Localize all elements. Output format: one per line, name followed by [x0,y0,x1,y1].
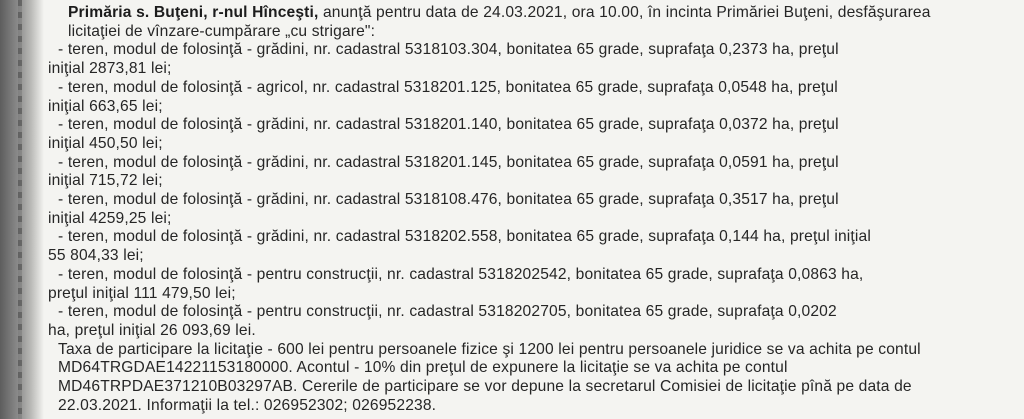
lot-description: - teren, modul de folosinţă - grădini, nr. cadastral 5318201.145, bonitatea 65 grade, suprafaţa 0,0591 ha, preţul [58,153,839,171]
lot-description: - teren, modul de folosinţă - pentru construcţii, nr. cadastral 5318202542, bonitatea 65 grade, suprafaţa 0,0863 ha, [58,265,864,283]
fee-paragraph: Taxa de participare la licitaţie - 600 lei pentru persoanele fizice şi 1200 lei pentru persoanele juridice se va achita pe contul MD64TRGDAE14221153180000. Acontul - 10% din preţul de expunere la licitaţie se va achita pe contul MD46TRPDAE371210B03297AB. Cererile de participare se vor depune la secretarul Comisiei de licitaţie pînă pe data de 22.03.2021. Informaţii la tel.: 026952302; 026952238. [58,340,921,414]
lot-price: iniţial 663,65 lei; [48,97,163,115]
lot-item [48,116,960,153]
lot-item [48,79,960,116]
notice-heading [48,4,960,41]
lot-item [48,191,960,228]
lot-price: iniţial 450,50 lei; [48,134,163,152]
issuer-name: Primăria s. Buţeni, r-nul Hînceşti, [68,4,319,21]
notice-intro: anunţă pentru data de 24.03.2021, ora 10.00, în incinta Primăriei Buţeni, desfăşurarea licitaţiei de vînzare-cumpărare „cu strigare": [68,4,931,40]
lot-item [48,228,960,265]
lot-item [48,41,960,78]
lot-price: iniţial 715,72 lei; [48,172,163,190]
lot-description: - teren, modul de folosinţă - grădini, nr. cadastral 5318202.558, bonitatea 65 grade, suprafaţa 0,144 ha, preţul iniţial [58,228,871,246]
lot-item [48,303,960,340]
lot-price: preţul iniţial 111 479,50 lei; [48,284,236,302]
lot-item [48,154,960,191]
auction-notice [48,4,960,415]
lot-description: - teren, modul de folosinţă - grădini, nr. cadastral 5318201.140, bonitatea 65 grade, suprafaţa 0,0372 ha, preţul [58,116,839,134]
scan-shadow-edge [0,0,44,419]
lot-price: iniţial 2873,81 lei; [48,60,172,78]
lot-item [48,266,960,303]
lot-description: - teren, modul de folosinţă - agricol, nr. cadastral 5318201.125, bonitatea 65 grade, suprafaţa 0,0548 ha, preţul [58,78,838,96]
lot-price: 55 804,33 lei; [48,247,144,265]
lot-description: - teren, modul de folosinţă - grădini, nr. cadastral 5318108.476, bonitatea 65 grade, suprafaţa 0,3517 ha, preţul [58,191,839,209]
lot-description: - teren, modul de folosinţă - grădini, nr. cadastral 5318103.304, bonitatea 65 grade, suprafaţa 0,2373 ha, preţul [58,41,839,59]
lot-price: ha, preţul iniţial 26 093,69 lei. [48,321,256,339]
lot-price: iniţial 4259,25 lei; [48,209,172,227]
lot-description: - teren, modul de folosinţă - pentru construcţii, nr. cadastral 5318202705, bonitatea 65 grade, suprafaţa 0,0202 [58,303,837,321]
